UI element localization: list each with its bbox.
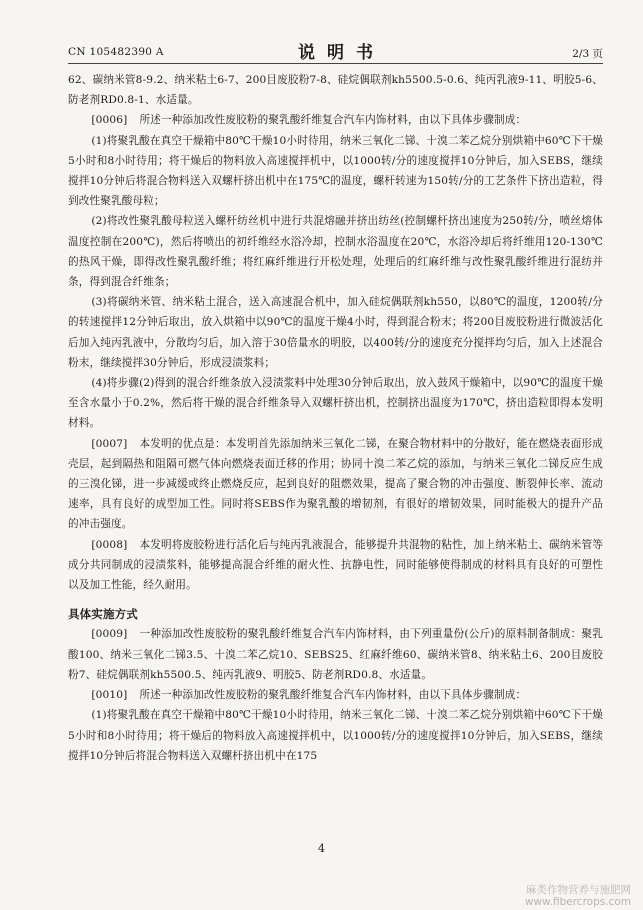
- header-rule: [68, 63, 603, 64]
- step-2: (2)将改性聚乳酸母粒送入螺杆纺丝机中进行共混熔融并挤出纺丝(控制螺杆挤出速度为250转/分，喷丝熔体温度控制在200℃)，然后将喷出的初纤维经水浴冷却，控制水浴温度在20℃，水浴冷却后将纤维用120-130℃的热风干燥，即得改性聚乳酸纤维；将红麻纤维进行开松处理，处理后的红麻纤维与改性聚乳酸纤维进行混纺并条，得到混合纤维条；: [68, 215, 603, 289]
- watermark: [525, 884, 631, 908]
- paragraph-continuation: 62、碳纳米管8-9.2、纳米粘土6-7、200目废胶粉7-8、硅烷偶联剂kh5500.5-0.6、纯丙乳液9-11、明胶5-6、防老剂RD0.8-1、水适量。: [68, 74, 603, 107]
- section-heading: 具体实施方式: [68, 607, 138, 622]
- paragraph-number: [0009]: [91, 628, 128, 641]
- paragraph-0008: [68, 535, 603, 596]
- paragraph-number: [0010]: [91, 689, 128, 702]
- document-title: 说明书: [298, 43, 385, 63]
- paragraph-number: [0008]: [91, 538, 128, 551]
- paragraph-text: 所述一种添加改性废胶粉的聚乳酸纤维复合汽车内饰材料，由以下具体步骤制成：: [139, 114, 527, 127]
- watermark-site-name: 麻类作物营养与施肥网: [526, 884, 631, 896]
- page-indicator: 2/3 页: [572, 48, 603, 60]
- paragraph-0007: [68, 434, 603, 535]
- patent-number: CN 105482390 A: [68, 46, 164, 58]
- document-body: [68, 70, 603, 766]
- paragraph-number: [0007]: [91, 437, 128, 450]
- paragraph-number: [0006]: [91, 114, 128, 127]
- step-1-repeat: (1)将聚乳酸在真空干燥箱中80℃干燥10小时待用，纳米三氧化二锑、十溴二苯乙烷分别烘箱中60℃下干燥5小时和8小时待用；将干燥后的物料放入高速搅拌机中，以1000转/分的速度搅拌10分钟后，加入SEBS，继续搅拌10分钟后将混合物料送入双螺杆挤出机中在175: [68, 709, 603, 762]
- step-4: (4)将步骤(2)得到的混合纤维条放入浸渍浆料中处理30分钟后取出，放入鼓风干燥箱中，以90℃的温度干燥至含水量小于0.2%，然后将干燥的混合纤维条导入双螺杆挤出机，控制挤出温度为170℃，挤出造粒即得本发明材料。: [68, 377, 603, 430]
- page-header: [68, 38, 603, 62]
- step-3: (3)将碳纳米管、纳米粘土混合，送入高速混合机中，加入硅烷偶联剂kh550，以80℃的温度，1200转/分的转速搅拌12分钟后取出，放入烘箱中以90℃的温度干燥4小时，得到混合粉末；将200目废胶粉进行微波活化后加入纯丙乳液中，分散均匀后，加入溶于30倍量水的明胶，以400转/分的速度充分搅拌均匀后，加入上述混合粉末，继续搅拌30分钟后，形成浸渍浆料；: [68, 296, 603, 369]
- paragraph-0009: [68, 624, 603, 685]
- paragraph-text: 本发明的优点是：本发明首先添加纳米三氧化二锑，在聚合物材料中的分散好，能在燃烧表面形成壳层，起到隔热和阻隔可燃气体向燃烧表面迁移的作用；协同十溴二苯乙烷的添加，与纳米三氧化二锑反应生成的三溴化锑，进一步减缓或终止燃烧反应，起到良好的阻燃效果，提高了聚合物的冲击强度、断裂伸长率、流动速率，具有良好的成型加工性。同时将SEBS作为聚乳酸的增韧剂，有很好的增韧效果，同时能极大的提升产品的冲击强度。: [68, 437, 603, 531]
- step-1: (1)将聚乳酸在真空干燥箱中80℃干燥10小时待用，纳米三氧化二锑、十溴二苯乙烷分别烘箱中60℃下干燥5小时和8小时待用；将干燥后的物料放入高速搅拌机中，以1000转/分的速度搅拌10分钟后，加入SEBS，继续搅拌10分钟后将混合物料送入双螺杆挤出机中在175℃的温度，螺杆转速为150转/分的工艺条件下挤出造粒，得到改性聚乳酸母粒；: [68, 134, 603, 208]
- page-number: 4: [318, 842, 325, 855]
- paragraph-0010: [68, 685, 603, 705]
- paragraph-0006: [68, 110, 603, 130]
- paragraph-text: 所述一种添加改性废胶粉的聚乳酸纤维复合汽车内饰材料，由以下具体步骤制成：: [139, 689, 527, 702]
- paragraph-text: 本发明将废胶粉进行活化后与纯丙乳液混合，能够提升共混物的粘性，加上纳米粘土、碳纳米管等成分共同制成的浸渍浆料，能够提高混合纤维的耐火性、抗静电性，同时能够使得制成的材料具有良好的可塑性以及加工性能，经久耐用。: [68, 538, 603, 592]
- watermark-url: www.fibercrops.com: [524, 896, 631, 908]
- paragraph-text: 一种添加改性废胶粉的聚乳酸纤维复合汽车内饰材料，由下列重量份(公斤)的原料制备制成：聚乳酸100、纳米三氧化二锑3.5、十溴二苯乙烷10、SEBS25、红麻纤维60、碳纳米管8、纳米粘土6、200目废胶粉7、硅烷偶联剂kh5500.5、纯丙乳液9、明胶5、防老剂RD0.8、水适量。: [68, 628, 603, 681]
